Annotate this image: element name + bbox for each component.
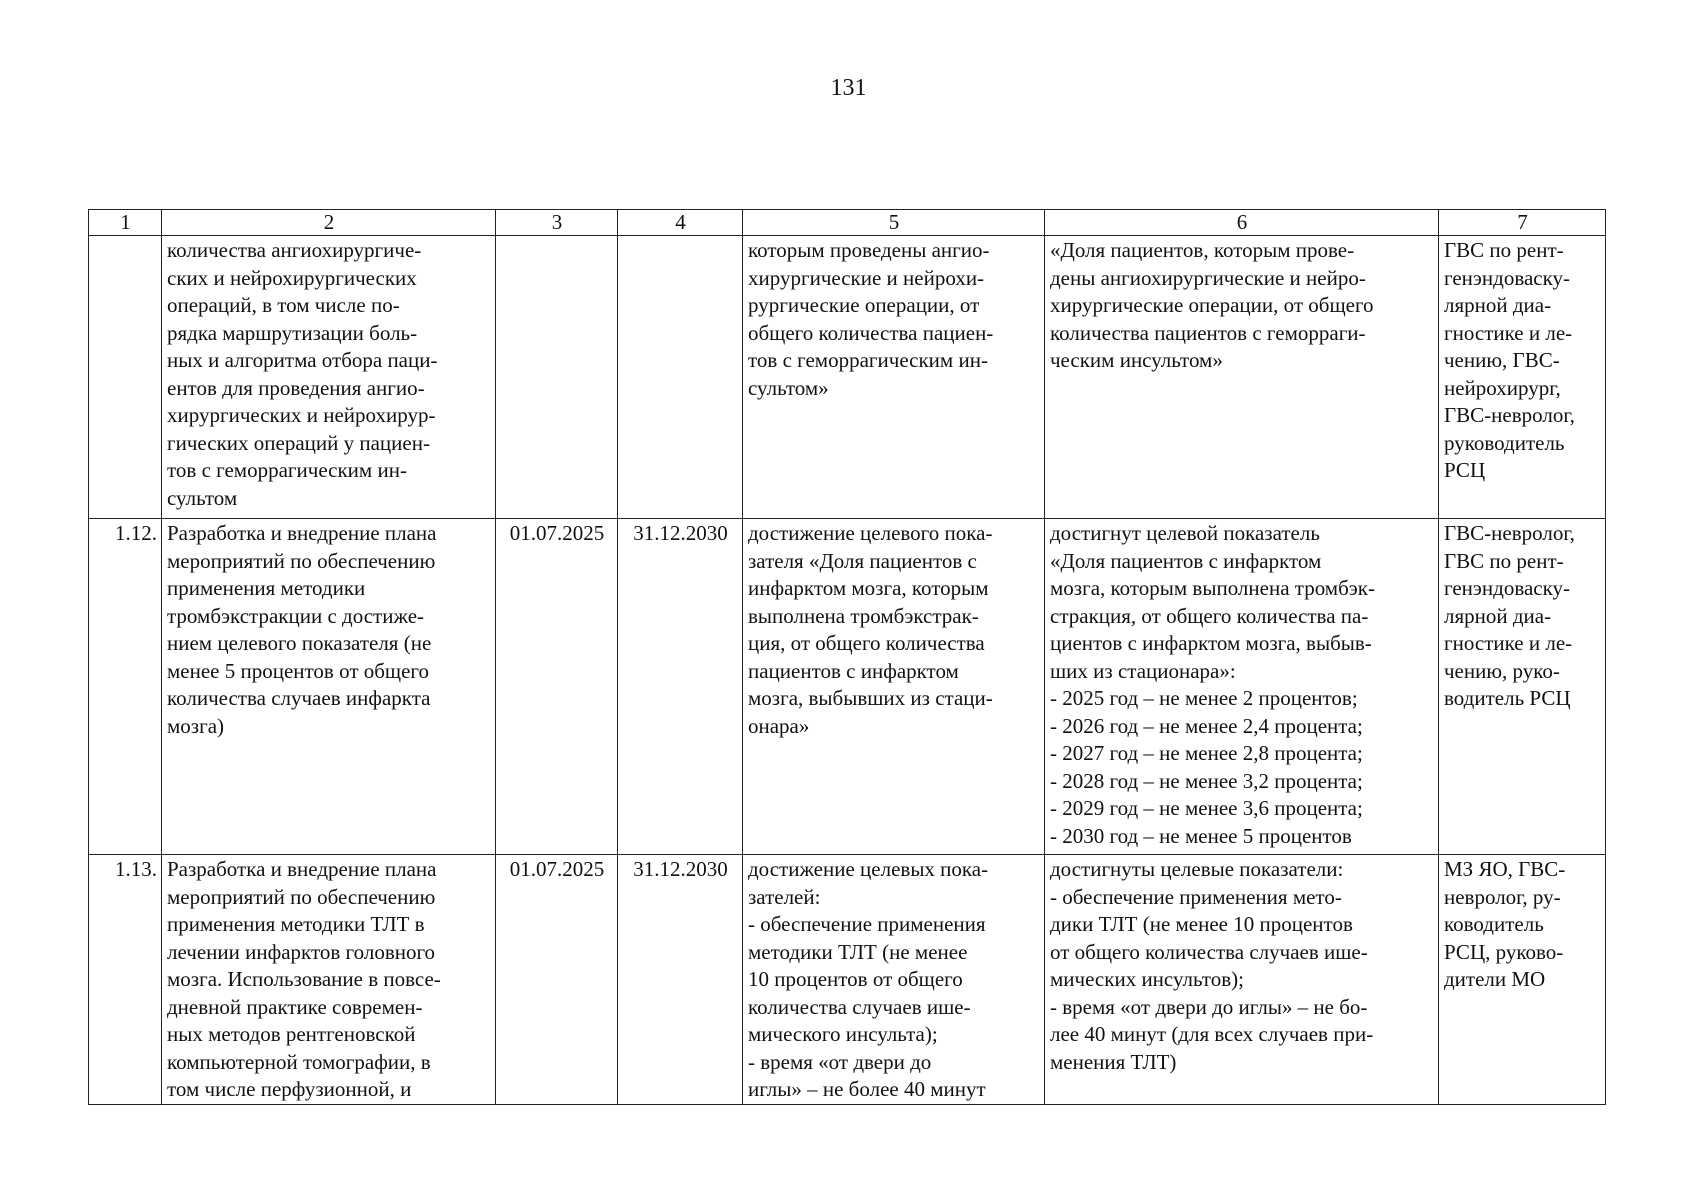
cell-text-line: лярной диа- xyxy=(1444,603,1552,628)
cell-text-line: тромбэкстракции с достиже- xyxy=(167,603,425,628)
cell-text-line: водитель РСЦ xyxy=(1444,686,1571,710)
cell-text-line: Разработка и внедрение плана xyxy=(167,521,437,545)
cell-text-line: руководитель xyxy=(1444,430,1565,455)
cell-text-line: нием целевого показателя (не xyxy=(167,631,432,655)
cell-text-line: ных и алгоритма отбора паци- xyxy=(167,348,438,372)
cell-text-line: - время «от двери до xyxy=(748,1049,932,1074)
measure-description-cell xyxy=(162,519,496,855)
cell-text-line: - обеспечение применения мето- xyxy=(1050,884,1342,909)
cell-text-line: общего количества пациен- xyxy=(748,320,994,345)
cell-text-line: дены ангиохирургические и нейро- xyxy=(1050,265,1366,290)
cell-text-line: чению, ГВС- xyxy=(1444,348,1560,372)
column-header-7: 7 xyxy=(1439,210,1606,236)
cell-text-line: мического инсульта); xyxy=(748,1022,938,1046)
cell-text-line: зателя «Доля пациентов с xyxy=(748,548,977,573)
cell-text-line: достигнут целевой показатель xyxy=(1050,521,1320,545)
table-row xyxy=(89,855,1606,1105)
cell-text-line: стракция, от общего количества па- xyxy=(1050,603,1369,628)
start-date-cell xyxy=(496,236,618,519)
cell-text-line: том числе перфузионной, и xyxy=(167,1077,412,1101)
cell-text-line: компьютерной томографии, в xyxy=(167,1049,431,1074)
cell-text-line: мозга, выбывших из стаци- xyxy=(748,686,993,710)
cell-text-line: менения ТЛТ) xyxy=(1050,1049,1177,1074)
column-header-1: 1 xyxy=(89,210,162,236)
cell-text-line: - 2027 год – не менее 2,8 процента; xyxy=(1050,741,1363,765)
cell-text-line: - 2029 год – не менее 3,6 процента; xyxy=(1050,796,1363,820)
cell-text-line: рядка маршрутизации боль- xyxy=(167,320,418,345)
cell-text-line: количества случаев ише- xyxy=(748,994,971,1019)
cell-text-line: лее 40 минут (для всех случаев при- xyxy=(1050,1022,1374,1046)
cell-text-line: лярной диа- xyxy=(1444,293,1552,317)
cell-text-line: количества случаев инфаркта xyxy=(167,686,431,710)
table-row xyxy=(89,519,1606,855)
cell-text-line: хирургические операции, от общего xyxy=(1050,293,1374,317)
cell-text-line: достигнуты целевые показатели: xyxy=(1050,857,1344,881)
cell-text-line: количества ангиохирургиче- xyxy=(167,238,422,262)
cell-text-line: достижение целевого пока- xyxy=(748,521,993,545)
cell-text-line: мозга, которым выполнена тромбэк- xyxy=(1050,576,1375,600)
cell-text-line: от общего количества случаев ише- xyxy=(1050,939,1368,964)
cell-text-line: «Доля пациентов с инфарктом xyxy=(1050,548,1322,573)
column-number-row xyxy=(89,210,1606,236)
cell-text-line: зателей: xyxy=(748,884,821,909)
cell-text-line: инфарктом мозга, которым xyxy=(748,576,989,600)
cell-text-line: мозга) xyxy=(167,713,225,738)
cell-text-line: ция, от общего количества xyxy=(748,631,985,655)
cell-text-line: дневной практике современ- xyxy=(167,994,423,1019)
cell-text-line: ских и нейрохирургических xyxy=(167,265,417,290)
cell-text-line: невролог, ру- xyxy=(1444,884,1561,909)
cell-text-line: дители МО xyxy=(1444,967,1546,991)
responsible-cell xyxy=(1439,855,1606,1105)
expected-result-cell xyxy=(743,855,1045,1105)
measure-description-cell xyxy=(162,236,496,519)
cell-text-line: генэндоваску- xyxy=(1444,576,1571,600)
cell-text-line: ентов для проведения ангио- xyxy=(167,375,425,400)
cell-text-line: достижение целевых пока- xyxy=(748,857,989,881)
cell-text-line: - 2030 год – не менее 5 процентов xyxy=(1050,823,1352,848)
cell-text-line: выполнена тромбэкстрак- xyxy=(748,603,979,628)
cell-text-line: сультом» xyxy=(748,375,829,400)
column-header-3: 3 xyxy=(496,210,618,236)
cell-text-line: ших из стационара»: xyxy=(1050,658,1236,683)
cell-text-line: применения методики ТЛТ в xyxy=(167,912,425,936)
cell-text-line: количества пациентов с геморраги- xyxy=(1050,320,1366,345)
cell-text-line: ГВС-невролог, xyxy=(1444,521,1575,545)
column-header-5: 5 xyxy=(743,210,1045,236)
cell-text-line: операций, в том числе по- xyxy=(167,293,400,317)
cell-text-line: иглы» – не более 40 минут xyxy=(748,1077,986,1101)
cell-text-line: мероприятий по обеспечению xyxy=(167,884,436,909)
start-date-cell: 01.07.2025 xyxy=(496,855,618,1105)
end-date-cell: 31.12.2030 xyxy=(618,855,743,1105)
cell-text-line: «Доля пациентов, которым прове- xyxy=(1050,238,1355,262)
cell-text-line: - время «от двери до иглы» – не бо- xyxy=(1050,994,1368,1019)
cell-text-line: сультом xyxy=(167,485,238,510)
cell-text-line: гностике и ле- xyxy=(1444,320,1573,345)
cell-text-line: дики ТЛТ (не менее 10 процентов xyxy=(1050,912,1353,936)
cell-text-line: которым проведены ангио- xyxy=(748,238,990,262)
cell-text-line: циентов с инфарктом мозга, выбыв- xyxy=(1050,631,1372,655)
item-number-cell: 1.12. xyxy=(89,519,162,855)
item-number-cell xyxy=(89,236,162,519)
cell-text-line: - 2026 год – не менее 2,4 процента; xyxy=(1050,713,1363,738)
column-header-6: 6 xyxy=(1045,210,1439,236)
measures-table xyxy=(88,209,1606,1105)
page-number: 131 xyxy=(830,75,867,101)
cell-text-line: РСЦ, руково- xyxy=(1444,939,1564,964)
indicator-cell xyxy=(1045,855,1439,1105)
column-header-4: 4 xyxy=(618,210,743,236)
cell-text-line: тов с геморрагическим ин- xyxy=(167,458,407,482)
cell-text-line: пациентов с инфарктом xyxy=(748,658,959,683)
cell-text-line: гностике и ле- xyxy=(1444,631,1573,655)
cell-text-line: лечении инфарктов головного xyxy=(167,939,436,964)
measure-description-cell xyxy=(162,855,496,1105)
cell-text-line: мозга. Использование в повсе- xyxy=(167,967,441,991)
responsible-cell xyxy=(1439,519,1606,855)
cell-text-line: - 2025 год – не менее 2 процентов; xyxy=(1050,686,1358,710)
cell-text-line: ных методов рентгеновской xyxy=(167,1022,416,1046)
cell-text-line: методики ТЛТ (не менее xyxy=(748,939,968,964)
cell-text-line: Разработка и внедрение плана xyxy=(167,857,437,881)
cell-text-line: нейрохирург, xyxy=(1444,375,1561,400)
end-date-cell xyxy=(618,236,743,519)
cell-text-line: рургические операции, от xyxy=(748,293,980,317)
cell-text-line: менее 5 процентов от общего xyxy=(167,658,430,683)
indicator-cell xyxy=(1045,519,1439,855)
expected-result-cell xyxy=(743,519,1045,855)
cell-text-line: ГВС-невролог, xyxy=(1444,403,1575,427)
start-date-cell: 01.07.2025 xyxy=(496,519,618,855)
table-row xyxy=(89,236,1606,519)
cell-text-line: хирургические и нейрохи- xyxy=(748,265,985,290)
column-header-2: 2 xyxy=(162,210,496,236)
cell-text-line: чению, руко- xyxy=(1444,658,1560,683)
cell-text-line: гических операций у пациен- xyxy=(167,430,430,455)
cell-text-line: мероприятий по обеспечению xyxy=(167,548,436,573)
cell-text-line: ководитель xyxy=(1444,912,1544,936)
cell-text-line: - 2028 год – не менее 3,2 процента; xyxy=(1050,768,1363,793)
cell-text-line: применения методики xyxy=(167,576,366,600)
cell-text-line: хирургических и нейрохирур- xyxy=(167,403,436,427)
cell-text-line: РСЦ xyxy=(1444,458,1486,482)
cell-text-line: тов с геморрагическим ин- xyxy=(748,348,988,372)
cell-text-line: ГВС по рент- xyxy=(1444,548,1564,573)
cell-text-line: МЗ ЯО, ГВС- xyxy=(1444,857,1566,881)
cell-text-line: - обеспечение применения xyxy=(748,912,986,936)
cell-text-line: онара» xyxy=(748,713,810,738)
cell-text-line: мических инсультов); xyxy=(1050,967,1244,991)
cell-text-line: генэндоваску- xyxy=(1444,265,1571,290)
indicator-cell xyxy=(1045,236,1439,519)
end-date-cell: 31.12.2030 xyxy=(618,519,743,855)
cell-text-line: ческим инсультом» xyxy=(1050,348,1223,372)
cell-text-line: 10 процентов от общего xyxy=(748,967,963,991)
responsible-cell xyxy=(1439,236,1606,519)
expected-result-cell xyxy=(743,236,1045,519)
cell-text-line: ГВС по рент- xyxy=(1444,238,1564,262)
item-number-cell: 1.13. xyxy=(89,855,162,1105)
